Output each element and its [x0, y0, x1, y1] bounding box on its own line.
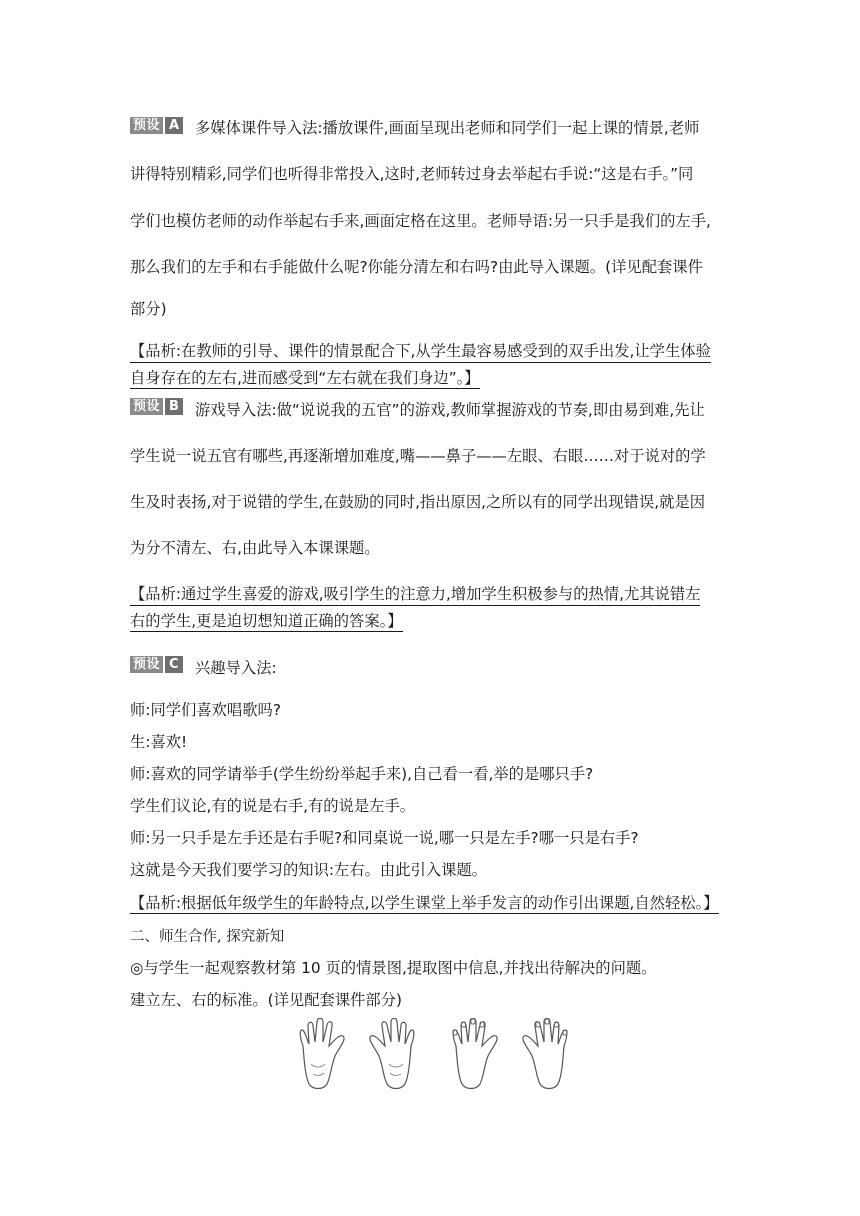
preset-letter: C	[165, 656, 183, 673]
preset-a-line-4: 那么我们的左手和右手能做什么呢?你能分清左和右吗?由此导入课题。(详见配套课件	[130, 258, 703, 276]
preset-a-line-3: 学们也模仿老师的动作举起右手来,画面定格在这里。老师导语:另一只手是我们的左手,	[130, 212, 711, 230]
preset-b-analysis	[130, 582, 700, 632]
preset-b-line-4: 为分不清左、右,由此导入本课课题。	[130, 539, 380, 557]
preset-b-line-1: 游戏导入法:做“说说我的五官”的游戏,教师掌握游戏的节奏,即由易到难,先让	[195, 401, 705, 419]
analysis-line: 自身存在的左右,进而感受到“左右就在我们身边”。】	[130, 366, 480, 389]
preset-letter: B	[165, 398, 183, 415]
preset-letter: A	[165, 117, 183, 134]
dialogue-line-6: 这就是今天我们要学习的知识:左右。由此引入课题。	[130, 861, 487, 879]
preset-b-line-2: 学生说一说五官有哪些,再逐渐增加难度,嘴——鼻子——左眼、右眼……对于说对的学	[130, 447, 706, 465]
preset-a-analysis	[130, 339, 711, 389]
preset-label: 预设	[130, 117, 163, 134]
section-line-1: ◎与学生一起观察教材第 10 页的情景图,提取图中信息,并找出待解决的问题。	[130, 959, 657, 977]
analysis-line: 【品析:在教师的引导、课件的情景配合下,从学生最容易感受到的双手出发,让学生体验	[130, 339, 711, 363]
preset-c-intro: 兴趣导入法:	[195, 659, 277, 677]
dialogue-line-5: 师:另一只手是左手还是右手呢?和同桌说一说,哪一只是左手?哪一只是右手?	[130, 829, 639, 847]
right-palm-hand-icon	[357, 1018, 421, 1092]
preset-c-analysis	[130, 891, 719, 914]
preset-b-line-3: 生及时表扬,对于说错的学生,在鼓励的同时,指出原因,之所以有的同学出现错误,就是因	[130, 493, 706, 511]
dialogue-line-4: 学生们议论,有的说是右手,有的说是左手。	[130, 797, 416, 815]
analysis-line: 【品析:通过学生喜爱的游戏,吸引学生的注意力,增加学生积极参与的热情,尤其说错左	[130, 582, 700, 606]
preset-label: 预设	[130, 656, 163, 673]
right-back-hand-icon	[510, 1018, 574, 1092]
preset-c-badge	[130, 656, 183, 673]
left-palm-hand-icon	[293, 1018, 357, 1092]
preset-a-badge	[130, 117, 183, 134]
dialogue-line-3: 师:喜欢的同学请举手(学生纷纷举起手来),自己看一看,举的是哪只手?	[130, 765, 594, 783]
analysis-line: 右的学生,更是迫切想知道正确的答案。】	[130, 609, 403, 632]
preset-b-badge	[130, 398, 183, 415]
left-back-hand-icon	[446, 1018, 510, 1092]
dialogue-line-1: 师:同学们喜欢唱歌吗?	[130, 701, 281, 719]
section-line-2: 建立左、右的标准。(详见配套课件部分)	[130, 991, 402, 1009]
preset-a-line-2: 讲得特别精彩,同学们也听得非常投入,这时,老师转过身去举起右手说:“这是右手。”同	[130, 165, 694, 183]
preset-a-line-5: 部分)	[130, 300, 167, 318]
section-heading: 二、师生合作, 探究新知	[130, 929, 285, 945]
preset-a-line-1: 多媒体课件导入法:播放课件,画面呈现出老师和同学们一起上课的情景,老师	[195, 119, 700, 137]
dialogue-line-2: 生:喜欢!	[130, 733, 188, 751]
analysis-line: 【品析:根据低年级学生的年龄特点,以学生课堂上举手发言的动作引出课题,自然轻松。】	[130, 891, 719, 914]
preset-label: 预设	[130, 398, 163, 415]
